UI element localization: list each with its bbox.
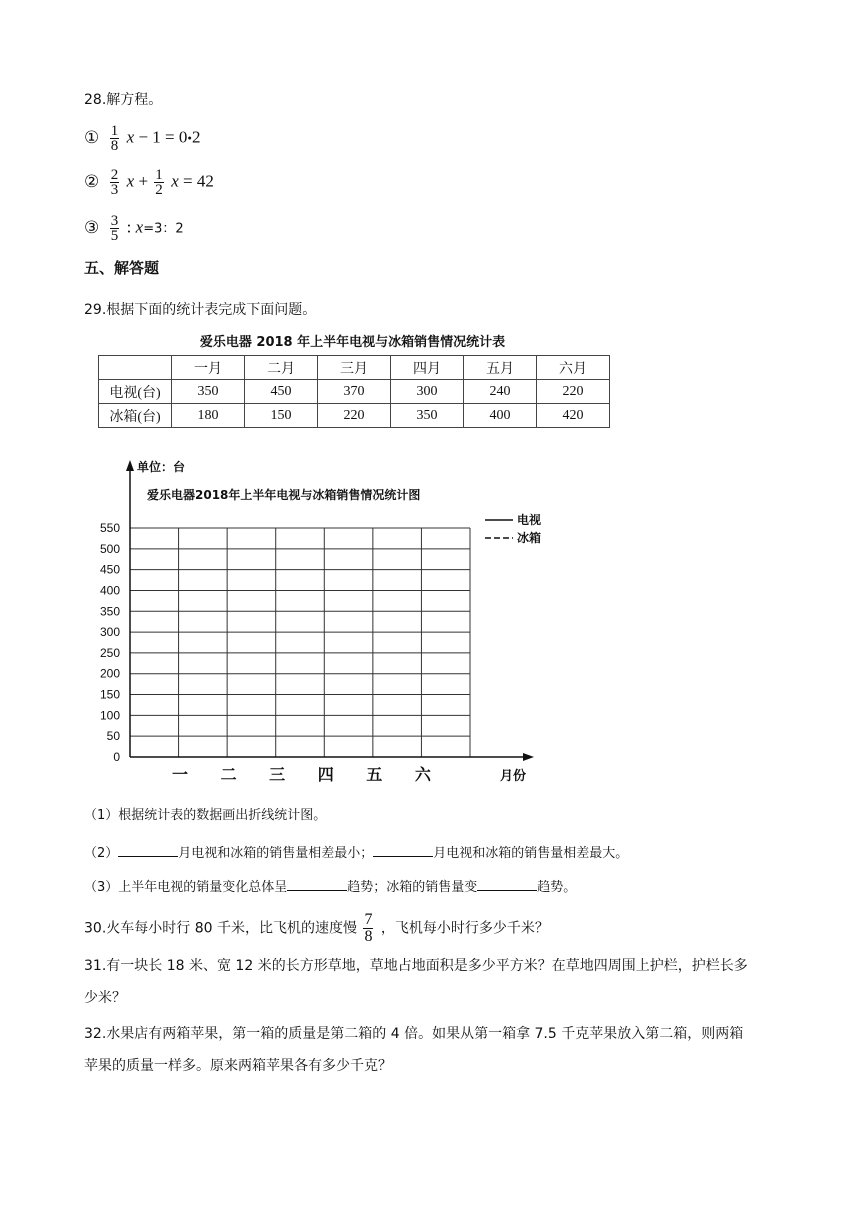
fraction: $\frac{1}{8}$ (110, 123, 119, 154)
q32-line1: 32.水果店有两箱苹果，第一箱的质量是第二箱的 4 倍。如果从第一箱拿 7.5 千克苹果放入第二箱，则两箱 (84, 1026, 744, 1042)
y-tick-label: 400 (99, 583, 120, 598)
q29-sub2: （2） 月电视和冰箱的销售量相差最小； 月电视和冰箱的销售量相差最大。 (84, 842, 628, 864)
legend-label: 冰箱 (517, 531, 542, 545)
y-tick-label: 450 (99, 562, 120, 577)
section-heading: 五、解答题 (84, 259, 160, 277)
legend-label: 电视 (517, 513, 542, 527)
q32-line2: 苹果的质量一样多。原来两箱苹果各有多少千克？ (84, 1058, 392, 1074)
equation-2: ② $\frac{2}{3}$ x + $\frac{1}{2}$ x = 42 (84, 167, 214, 198)
line-chart-grid (0, 440, 860, 800)
fraction: $\frac{1}{2}$ (155, 167, 163, 198)
marker-3: ③ (84, 217, 100, 238)
x-tick-label: 六 (414, 765, 431, 784)
fraction: $\frac{2}{3}$ (110, 167, 119, 198)
q29-title: 29.根据下面的统计表完成下面问题。 (84, 302, 317, 318)
y-tick-label: 200 (99, 666, 120, 681)
unit-label: 单位：台 (137, 460, 186, 474)
y-axis-arrow (126, 460, 134, 471)
y-tick-label: 100 (99, 708, 120, 723)
marker-1: ① (84, 127, 100, 148)
fraction: $\frac{3}{5}$ (110, 213, 119, 244)
table-header-row: 一月 二月 三月 四月 五月 六月 (99, 356, 610, 380)
table-title: 爱乐电器 2018 年上半年电视与冰箱销售情况统计表 (199, 335, 506, 350)
marker-2: ② (84, 171, 100, 192)
table-row: 冰箱(台) 180 150 220 350 400 420 (99, 404, 610, 428)
y-tick-label: 350 (99, 604, 120, 619)
y-tick-label: 500 (99, 541, 120, 556)
fraction: $\frac{7}{8}$ (364, 911, 373, 945)
y-tick-label: 150 (99, 687, 120, 702)
q31-line1: 31.有一块长 18 米、宽 12 米的长方形草地，草地占地面积是多少平方米？在草地四周围上护栏，护栏长多 (84, 958, 748, 974)
x-axis-arrow (523, 753, 534, 761)
y-tick-label: 250 (99, 645, 120, 660)
table-row: 电视(台) 350 450 370 300 240 220 (99, 380, 610, 404)
y-tick-label: 50 (106, 729, 120, 744)
x-tick-label: 三 (269, 765, 286, 784)
q31-line2: 少米？ (84, 990, 126, 1006)
answer-blank[interactable] (373, 842, 433, 857)
answer-blank[interactable] (118, 842, 178, 857)
chart-title: 爱乐电器2018年上半年电视与冰箱销售情况统计图 (147, 488, 421, 502)
y-tick-label: 0 (113, 750, 120, 764)
answer-blank[interactable] (287, 876, 347, 891)
x-tick-label: 五 (366, 765, 383, 784)
q28-title: 28.解方程。 (84, 92, 163, 108)
equation-1: ① $\frac{1}{8}$ x − 1 = 0•2 (84, 123, 201, 154)
y-tick-label: 300 (99, 625, 120, 640)
x-tick-label: 四 (317, 765, 334, 784)
equation-3: ③ $\frac{3}{5}$ : x=3：2 (84, 213, 184, 244)
x-axis-label: 月份 (499, 769, 527, 784)
stats-table (98, 355, 610, 428)
y-tick-label: 550 (99, 521, 120, 535)
x-tick-label: 二 (220, 765, 237, 784)
q29-sub1: （1）根据统计表的数据画出折线统计图。 (84, 808, 327, 823)
x-tick-label: 一 (171, 765, 189, 784)
answer-blank[interactable] (477, 876, 537, 891)
q29-sub3: （3）上半年电视的销量变化总体呈 趋势；冰箱的销售量变 趋势。 (84, 876, 576, 898)
q30: 30.火车每小时行 80 千米，比飞机的速度慢 $\frac{7}{8}$ ，飞机每小时行多少千米？ (84, 911, 549, 945)
